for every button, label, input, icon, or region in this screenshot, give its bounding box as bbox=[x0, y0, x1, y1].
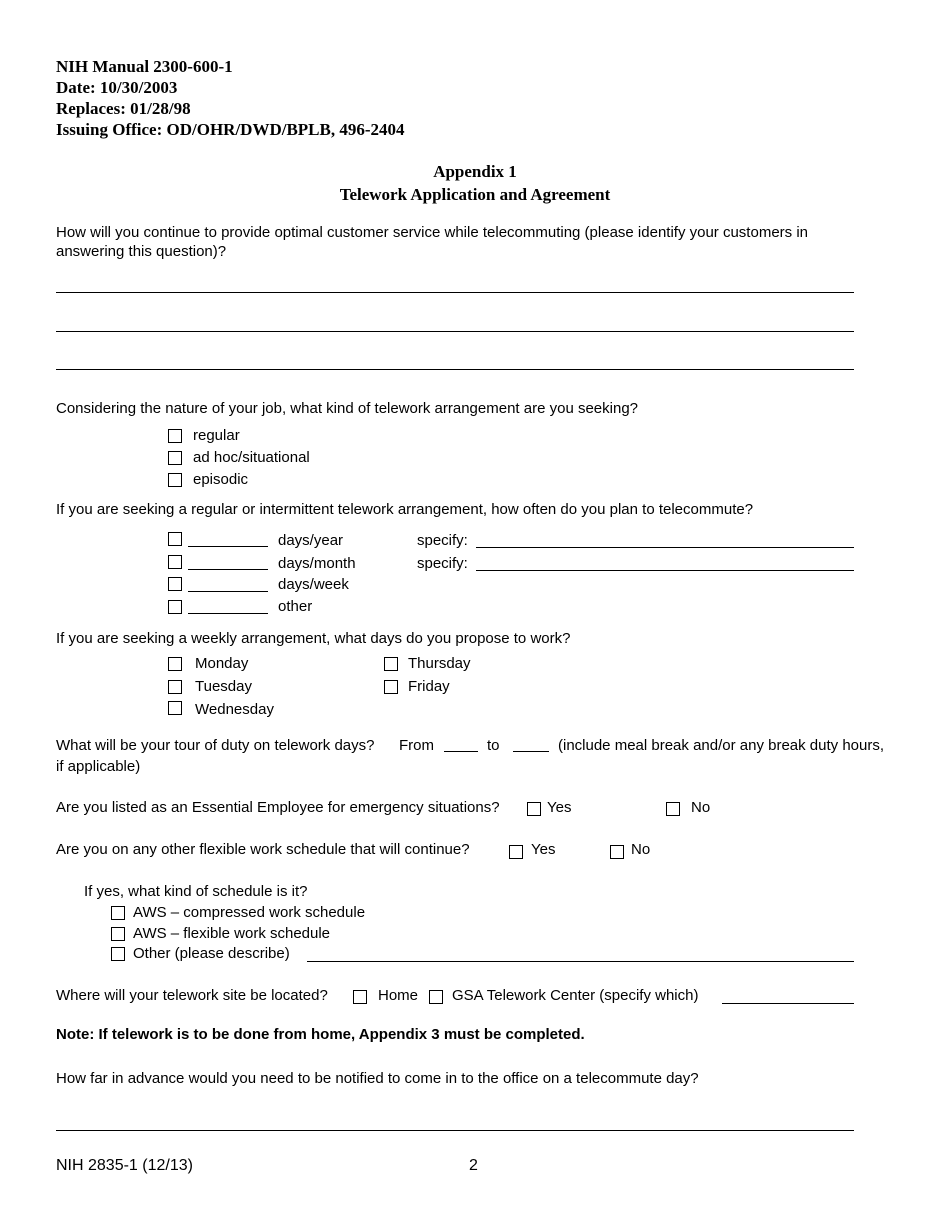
ad-hoc-checkbox[interactable] bbox=[168, 451, 182, 465]
q10-text: How far in advance would you need to be notified to come in to the office on a telecommute day? bbox=[56, 1070, 699, 1087]
days-year-checkbox[interactable] bbox=[168, 532, 182, 546]
q9-text: Where will your telework site be located? bbox=[56, 987, 328, 1004]
days-month-checkbox[interactable] bbox=[168, 555, 182, 569]
q5-text: What will be your tour of duty on telework days? bbox=[56, 737, 375, 754]
ad-hoc-label: ad hoc/situational bbox=[193, 449, 310, 466]
specify-line-2[interactable] bbox=[476, 570, 854, 571]
to-label: to bbox=[487, 737, 500, 754]
tuesday-checkbox[interactable] bbox=[168, 680, 182, 694]
aws-flexible-checkbox[interactable] bbox=[111, 927, 125, 941]
days-month-count-line[interactable] bbox=[188, 569, 268, 570]
q1-text-line1: How will you continue to provide optimal customer service while telecommuting (please identify your customers in bbox=[56, 224, 808, 241]
q7-text: Are you on any other flexible work schedule that will continue? bbox=[56, 841, 470, 858]
days-year-label: days/year bbox=[278, 532, 344, 549]
other-schedule-label: Other (please describe) bbox=[133, 945, 290, 962]
aws-compressed-label: AWS – compressed work schedule bbox=[133, 904, 366, 921]
essential-no-label: No bbox=[691, 799, 711, 816]
from-label: From bbox=[399, 737, 434, 754]
aws-flexible-label: AWS – flexible work schedule bbox=[133, 925, 331, 942]
essential-yes-checkbox[interactable] bbox=[527, 802, 541, 816]
q5-note-line2: if applicable) bbox=[56, 758, 141, 775]
friday-label: Friday bbox=[408, 678, 450, 695]
specify-line-1[interactable] bbox=[476, 547, 854, 548]
issuing-office: Issuing Office: OD/OHR/DWD/BPLB, 496-2404 bbox=[56, 120, 405, 139]
days-week-count-line[interactable] bbox=[188, 591, 268, 592]
flex-yes-label: Yes bbox=[531, 841, 556, 858]
q2-text: Considering the nature of your job, what kind of telework arrangement are you seeking? bbox=[56, 400, 639, 417]
specify-label-2: specify: bbox=[417, 555, 468, 572]
other-frequency-label: other bbox=[278, 598, 313, 615]
days-year-count-line[interactable] bbox=[188, 546, 268, 547]
regular-checkbox[interactable] bbox=[168, 429, 182, 443]
essential-yes-label: Yes bbox=[547, 799, 572, 816]
q3-text: If you are seeking a regular or intermittent telework arrangement, how often do you plan to telecommute? bbox=[56, 501, 754, 518]
friday-checkbox[interactable] bbox=[384, 680, 398, 694]
flex-no-label: No bbox=[631, 841, 651, 858]
gsa-center-label: GSA Telework Center (specify which) bbox=[452, 987, 699, 1004]
to-time-line[interactable] bbox=[513, 751, 549, 752]
q1-answer-line-1[interactable] bbox=[56, 292, 854, 293]
thursday-checkbox[interactable] bbox=[384, 657, 398, 671]
other-frequency-line[interactable] bbox=[188, 613, 268, 614]
from-time-line[interactable] bbox=[444, 751, 478, 752]
gsa-center-checkbox[interactable] bbox=[429, 990, 443, 1004]
tuesday-label: Tuesday bbox=[195, 678, 252, 695]
q10-answer-line[interactable] bbox=[56, 1130, 854, 1131]
appendix-title: Appendix 1 bbox=[433, 162, 517, 181]
essential-no-checkbox[interactable] bbox=[666, 802, 680, 816]
form-title: Telework Application and Agreement bbox=[339, 185, 611, 204]
monday-label: Monday bbox=[195, 655, 249, 672]
q1-answer-line-2[interactable] bbox=[56, 331, 854, 332]
replaces-date: Replaces: 01/28/98 bbox=[56, 99, 191, 118]
q6-text: Are you listed as an Essential Employee for emergency situations? bbox=[56, 799, 500, 816]
gsa-center-line[interactable] bbox=[722, 1003, 854, 1004]
q1-answer-line-3[interactable] bbox=[56, 369, 854, 370]
q8-text: If yes, what kind of schedule is it? bbox=[84, 883, 308, 900]
home-label: Home bbox=[378, 987, 419, 1004]
specify-label-1: specify: bbox=[417, 532, 468, 549]
flex-yes-checkbox[interactable] bbox=[509, 845, 523, 859]
home-checkbox[interactable] bbox=[353, 990, 367, 1004]
regular-label: regular bbox=[193, 427, 240, 444]
days-month-label: days/month bbox=[278, 555, 356, 572]
other-schedule-checkbox[interactable] bbox=[111, 947, 125, 961]
q5-note: (include meal break and/or any break duty hours, bbox=[558, 737, 885, 754]
manual-date: Date: 10/30/2003 bbox=[56, 78, 178, 97]
monday-checkbox[interactable] bbox=[168, 657, 182, 671]
days-week-checkbox[interactable] bbox=[168, 577, 182, 591]
appendix-note: Note: If telework is to be done from home, Appendix 3 must be completed. bbox=[56, 1026, 585, 1043]
thursday-label: Thursday bbox=[408, 655, 471, 672]
form-number: NIH 2835-1 (12/13) bbox=[56, 1157, 193, 1174]
page-number: 2 bbox=[469, 1157, 478, 1174]
wednesday-checkbox[interactable] bbox=[168, 701, 182, 715]
episodic-checkbox[interactable] bbox=[168, 473, 182, 487]
q4-text: If you are seeking a weekly arrangement, what days do you propose to work? bbox=[56, 630, 571, 647]
manual-number: NIH Manual 2300-600-1 bbox=[56, 57, 233, 76]
other-schedule-line[interactable] bbox=[307, 961, 854, 962]
q1-text-line2: answering this question)? bbox=[56, 243, 227, 260]
flex-no-checkbox[interactable] bbox=[610, 845, 624, 859]
other-frequency-checkbox[interactable] bbox=[168, 600, 182, 614]
episodic-label: episodic bbox=[193, 471, 249, 488]
days-week-label: days/week bbox=[278, 576, 349, 593]
wednesday-label: Wednesday bbox=[195, 701, 274, 718]
aws-compressed-checkbox[interactable] bbox=[111, 906, 125, 920]
